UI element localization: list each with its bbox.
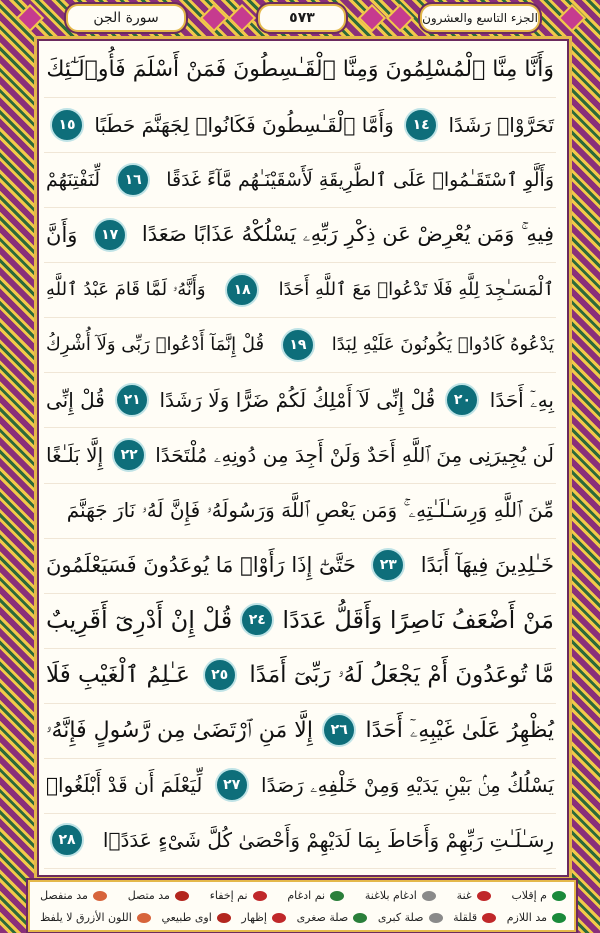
legend-item <box>503 911 568 924</box>
ayah-number-marker: ٢٠ <box>445 383 479 417</box>
ornament-gem-icon <box>358 4 386 32</box>
ayah-number-marker: ١٦ <box>116 163 150 197</box>
text-line <box>44 317 556 373</box>
verse-text: بِهِۦٓ أَحَدًا <box>489 387 554 412</box>
legend-color-swatch-icon <box>93 891 107 901</box>
legend-label: قلقلة <box>453 910 478 924</box>
text-line <box>44 758 556 814</box>
ayah-number-marker: ٢١ <box>115 383 149 417</box>
legend-item <box>361 889 438 902</box>
verse-text: يَدْعُوهُ كَادُوا۟ يَكُونُونَ عَلَيْهِ لِبَدًا <box>331 334 554 356</box>
verse-text: ٱلْمَسَـٰجِدَ لِلَّهِ فَلَا تَدْعُوا۟ مَعَ ٱللَّهِ أَحَدًا <box>278 279 554 301</box>
legend-label: ادغام بلاغنة <box>364 888 417 902</box>
text-line <box>44 813 556 869</box>
ornament-gem-icon <box>386 4 414 32</box>
legend-item <box>237 911 288 924</box>
surah-name: سورة الجن <box>66 4 186 32</box>
verse-text: قُلْ إِنِّى <box>46 387 105 412</box>
text-line <box>44 207 556 263</box>
verse-text: مِّنَ ٱللَّهِ وَرِسَـٰلَـٰتِهِۦ ۚ وَمَن يَعْصِ ٱللَّهَ وَرَسُولَهُۥ فَإِنَّ لَهُۥ نَارَ جَهَنَّمَ <box>66 498 554 523</box>
page-number: ٥٧٣ <box>258 4 346 32</box>
legend-item <box>36 889 109 902</box>
legend-label: إظهار <box>241 910 267 924</box>
ayah-number-marker: ٢٤ <box>240 603 274 637</box>
ornament-gem-icon <box>558 4 586 32</box>
legend-color-swatch-icon <box>429 913 443 923</box>
tajweed-legend <box>28 880 576 932</box>
verse-text: حَتَّىٰٓ إِذَا رَأَوْا۟ مَا يُوعَدُونَ فَسَيَعْلَمُونَ <box>46 553 356 578</box>
verse-text: وَأَنَّهُۥ لَمَّا قَامَ عَبْدُ ٱللَّهِ <box>46 279 206 301</box>
legend-row <box>36 884 568 906</box>
ayah-number-marker: ١٤ <box>404 108 438 142</box>
verse-text: خَـٰلِدِينَ فِيهَآ أَبَدًا <box>420 553 554 578</box>
page-header <box>0 0 600 34</box>
ayah-number-marker: ٢٦ <box>322 713 356 747</box>
ayah-number-marker: ٢٢ <box>112 438 146 472</box>
text-line <box>44 648 556 704</box>
text-line <box>44 483 556 539</box>
legend-item <box>507 889 568 902</box>
verse-text: إِلَّا مَنِ ٱرْتَضَىٰ مِن رَّسُولٍ فَإِنَّهُۥ <box>46 717 313 743</box>
text-line <box>44 42 556 98</box>
verse-text: لِّنَفْتِنَهُمْ <box>46 168 101 191</box>
legend-color-swatch-icon <box>482 913 496 923</box>
verse-text: عَـٰلِمُ ٱلْغَيْبِ فَلَا <box>46 662 190 689</box>
text-line <box>44 372 556 428</box>
verse-text: وَأَنَّا مِنَّا ٱلْمُسْلِمُونَ وَمِنَّا ٱلْقَـٰسِطُونَ فَمَنْ أَسْلَمَ فَأُو۟لَـٰٓئِكَ <box>46 57 554 83</box>
ayah-number-marker: ٢٥ <box>203 658 237 692</box>
ayah-number-marker: ١٧ <box>93 218 127 252</box>
text-line <box>44 152 556 208</box>
legend-label: اللون الأزرق لا يلفظ <box>40 910 132 924</box>
text-line <box>44 593 556 649</box>
verse-text: فِيهِ ۚ وَمَن يُعْرِضْ عَن ذِكْرِ رَبِّهِۦ يَسْلُكْهُ عَذَابًا صَعَدًا <box>141 222 554 247</box>
verse-text: لَن يُجِيرَنِى مِنَ ٱللَّهِ أَحَدٌ وَلَنْ أَجِدَ مِن دُونِهِۦ مُلْتَحَدًا <box>155 442 554 467</box>
legend-color-swatch-icon <box>217 913 231 923</box>
legend-color-swatch-icon <box>137 913 151 923</box>
legend-item <box>449 911 498 924</box>
legend-label: اوى طبيعي <box>161 910 212 924</box>
legend-item <box>374 911 445 924</box>
legend-label: صلة صغرى <box>296 910 349 924</box>
legend-label: نم ادغام <box>287 888 326 902</box>
ornament-gem-icon <box>16 4 44 32</box>
ayah-number-marker: ١٩ <box>281 328 315 362</box>
verse-text: يَسْلُكُ مِنۢ بَيْنِ يَدَيْهِ وَمِنْ خَلْفِهِۦ رَصَدًا <box>261 773 554 798</box>
legend-color-swatch-icon <box>253 891 267 901</box>
legend-item <box>206 889 269 902</box>
ayah-number-marker: ٢٣ <box>371 548 405 582</box>
legend-item <box>283 889 346 902</box>
legend-color-swatch-icon <box>477 891 491 901</box>
verse-text: وَأَمَّا ٱلْقَـٰسِطُونَ فَكَانُوا۟ لِجَهَنَّمَ حَطَبًا <box>94 112 394 137</box>
ornament-gem-icon <box>200 4 228 32</box>
verse-text: وَأَلَّوِ ٱسْتَقَـٰمُوا۟ عَلَى ٱلطَّرِيقَةِ لَأَسْقَيْنَـٰهُم مَّآءً غَدَقًا <box>166 168 554 191</box>
legend-color-swatch-icon <box>552 891 566 901</box>
legend-label: غنة <box>456 888 472 902</box>
ayah-number-marker: ١٥ <box>50 108 84 142</box>
verse-text: قُلْ إِنَّمَآ أَدْعُوا۟ رَبِّى وَلَآ أُشْرِكُ <box>46 334 265 356</box>
legend-item <box>293 911 370 924</box>
legend-color-swatch-icon <box>272 913 286 923</box>
verse-text: لِّيَعْلَمَ أَن قَدْ أَبْلَغُوا۟ <box>46 773 203 798</box>
legend-item <box>453 889 493 902</box>
ayah-number-marker: ٢٨ <box>50 823 84 857</box>
legend-item <box>157 911 232 924</box>
legend-label: مد متصل <box>127 888 170 902</box>
verse-text: قُلْ إِنِّى لَآ أَمْلِكُ لَكُمْ ضَرًّا وَلَا رَشَدًا <box>159 387 436 412</box>
legend-color-swatch-icon <box>422 891 436 901</box>
verse-text: يُظْهِرُ عَلَىٰ غَيْبِهِۦٓ أَحَدًا <box>365 717 554 743</box>
juz-label: الجزء التاسع والعشرون <box>420 4 540 32</box>
legend-item <box>36 911 153 924</box>
legend-color-swatch-icon <box>353 913 367 923</box>
quran-text <box>44 42 556 868</box>
legend-item <box>124 889 191 902</box>
text-line <box>44 427 556 483</box>
legend-color-swatch-icon <box>552 913 566 923</box>
legend-label: مد اللازم <box>506 910 547 924</box>
verse-text: قُلْ إِنْ أَدْرِىٓ أَقَرِيبٌ <box>46 606 233 635</box>
verse-text: إِلَّا بَلَـٰغًا <box>46 442 104 467</box>
legend-label: نم إخفاء <box>209 888 248 902</box>
legend-color-swatch-icon <box>175 891 189 901</box>
verse-text: تَحَرَّوْا۟ رَشَدًا <box>448 112 554 137</box>
text-line <box>44 97 556 153</box>
legend-label: م إقلاب <box>511 888 547 902</box>
legend-color-swatch-icon <box>330 891 344 901</box>
verse-text: رِسَـٰلَـٰتِ رَبِّهِمْ وَأَحَاطَ بِمَا لَدَيْهِمْ وَأَحْصَىٰ كُلَّ شَىْءٍ عَدَدًۢا <box>102 828 554 853</box>
ayah-number-marker: ١٨ <box>225 273 259 307</box>
text-line <box>44 262 556 318</box>
text-line <box>44 703 556 759</box>
ornament-gem-icon <box>228 4 256 32</box>
text-line <box>44 538 556 594</box>
verse-text: وَأَنَّ <box>46 222 78 247</box>
verse-text: مَّا تُوعَدُونَ أَمْ يَجْعَلُ لَهُۥ رَبِّىٓ أَمَدًا <box>249 662 554 689</box>
ayah-number-marker: ٢٧ <box>215 768 249 802</box>
verse-text: مَنْ أَضْعَفُ نَاصِرًا وَأَقَلُّ عَدَدًا <box>282 606 554 635</box>
legend-label: صلة كبرى <box>377 910 424 924</box>
legend-row <box>36 906 568 928</box>
legend-label: مد منفصل <box>40 888 88 902</box>
